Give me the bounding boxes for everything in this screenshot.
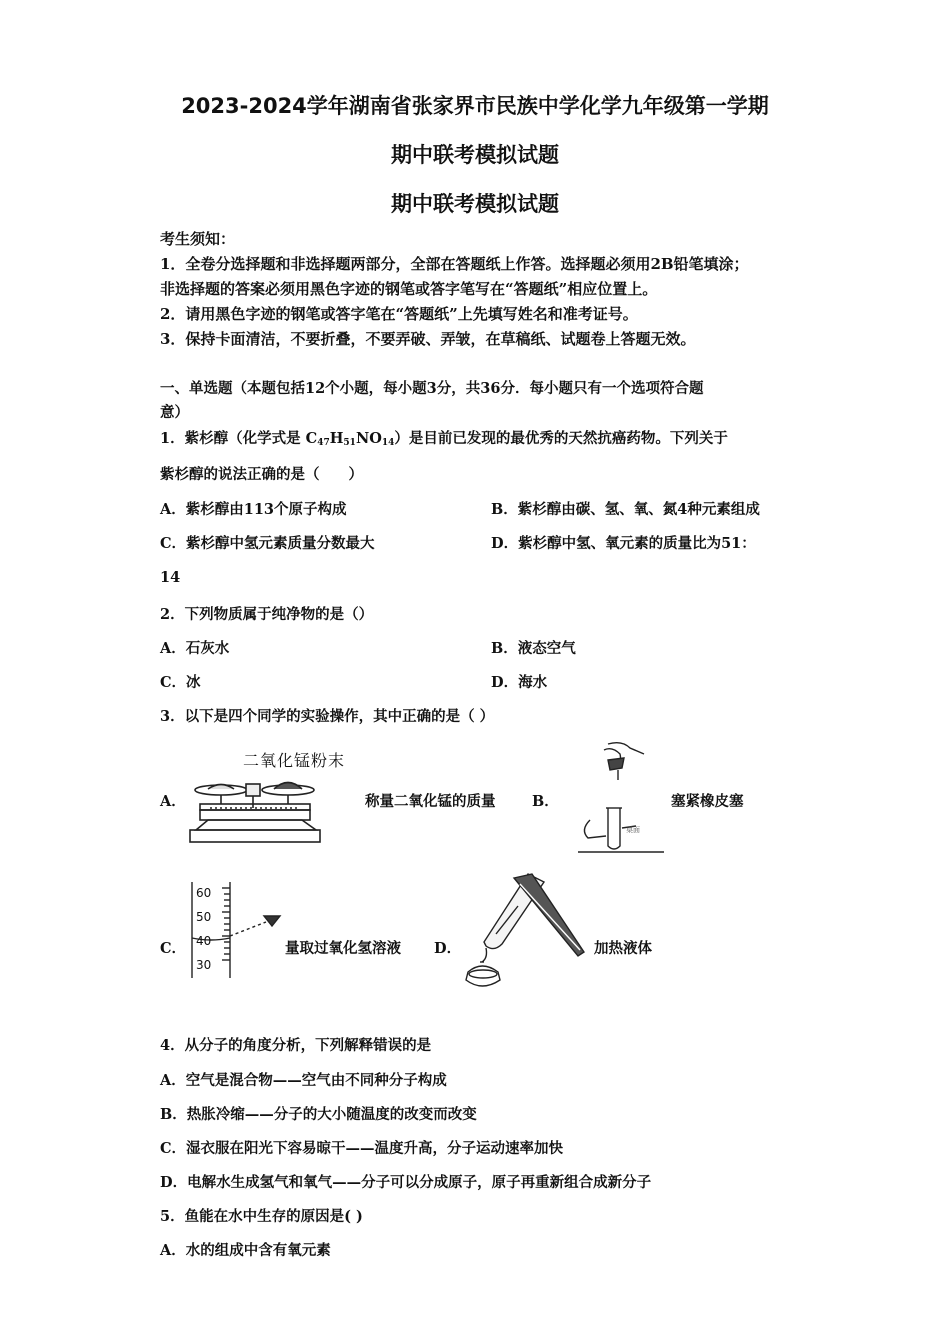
question-5-option-a: A．水的组成中含有氧元素 <box>160 1242 331 1259</box>
section-heading: 一、单选题（本题包括12个小题，每小题3分，共36分．每小题只有一个选项符合题 <box>160 380 704 397</box>
notice-line: 1．全卷分选择题和非选择题两部分，全部在答题纸上作答。选择题必须用2B铅笔填涂； <box>160 255 749 273</box>
question-2-option-c: C．冰 <box>160 674 201 691</box>
question-1-option-a: A．紫杉醇由113个原子构成 <box>160 501 347 518</box>
question-4-option-d: D．电解水生成氢气和氧气——分子可以分成原子，原子再重新组合成新分子 <box>160 1174 652 1191</box>
question-3-option-d-text: 加热液体 <box>594 940 652 957</box>
balance-figure <box>188 772 323 852</box>
section-heading-cont: 意） <box>160 404 189 421</box>
question-1-stem: 1．紫杉醇（化学式是 $C_{47}H_{51}NO_{14}$）是目前已发现的最优秀的天然抗癌药物。下列关于 <box>160 430 728 448</box>
question-1-stem-cont: 紫杉醇的说法正确的是（ ） <box>160 466 363 483</box>
svg-text:桌面: 桌面 <box>626 826 640 834</box>
question-3-option-b-label: B． <box>532 793 559 810</box>
stopper-tube-figure <box>578 740 668 855</box>
cylinder-tick-label: 30 <box>196 958 212 972</box>
question-3-option-c-label: C． <box>160 940 187 957</box>
notice-heading: 考生须知： <box>160 230 236 248</box>
cylinder-tick-label: 50 <box>196 910 212 924</box>
question-3-option-a-text: 称量二氧化锰的质量 <box>365 793 496 810</box>
question-4-option-b: B．热胀冷缩——分子的大小随温度的改变而改变 <box>160 1106 477 1123</box>
notice-line: 非选择题的答案必须用黑色字迹的钢笔或答字笔写在“答题纸”相应位置上。 <box>160 280 658 298</box>
question-3-stem: 3．以下是四个同学的实验操作，其中正确的是（ ） <box>160 708 495 725</box>
question-2-option-d: D．海水 <box>491 674 548 691</box>
question-2-option-b: B．液态空气 <box>491 640 576 657</box>
notice-line: 3．保持卡面清洁，不要折叠，不要弄破、弄皱，在草稿纸、试题卷上答题无效。 <box>160 330 696 348</box>
notice-line: 2．请用黑色字迹的钢笔或答字笔在“答题纸”上先填写姓名和准考证号。 <box>160 305 638 323</box>
question-2-stem: 2．下列物质属于纯净物的是（） <box>160 606 374 623</box>
page-title: 2023-2024学年湖南省张家界市民族中学化学九年级第一学期 <box>181 94 769 118</box>
question-1-option-d-cont: 14 <box>160 569 181 586</box>
question-3-option-c-text: 量取过氧化氢溶液 <box>285 940 401 957</box>
question-4-stem: 4．从分子的角度分析，下列解释错误的是 <box>160 1037 432 1054</box>
question-2-option-a: A．石灰水 <box>160 640 230 657</box>
question-1-option-d: D．紫杉醇中氢、氧元素的质量比为51： <box>491 535 756 552</box>
question-5-stem: 5．鱼能在水中生存的原因是( ) <box>160 1208 363 1225</box>
heating-figure <box>458 868 588 993</box>
question-1-option-c: C．紫杉醇中氢元素质量分数最大 <box>160 535 375 552</box>
question-3-option-d-label: D． <box>434 940 462 957</box>
question-1-option-b: B．紫杉醇由碳、氢、氧、氮4种元素组成 <box>491 501 760 518</box>
cylinder-tick-label: 60 <box>196 886 212 900</box>
page-subtitle-repeat: 期中联考模拟试题 <box>391 192 559 216</box>
question-3-option-a-label: A． <box>160 793 186 810</box>
question-4-option-c: C．湿衣服在阳光下容易晾干——温度升高，分子运动速率加快 <box>160 1140 564 1157</box>
page-subtitle: 期中联考模拟试题 <box>391 143 559 167</box>
figure-a-caption: 二氧化锰粉末 <box>243 751 346 770</box>
question-3-option-b-text: 塞紧橡皮塞 <box>671 793 744 810</box>
cylinder-tick-label: 40 <box>196 934 212 948</box>
question-4-option-a: A．空气是混合物——空气由不同种分子构成 <box>160 1072 447 1089</box>
